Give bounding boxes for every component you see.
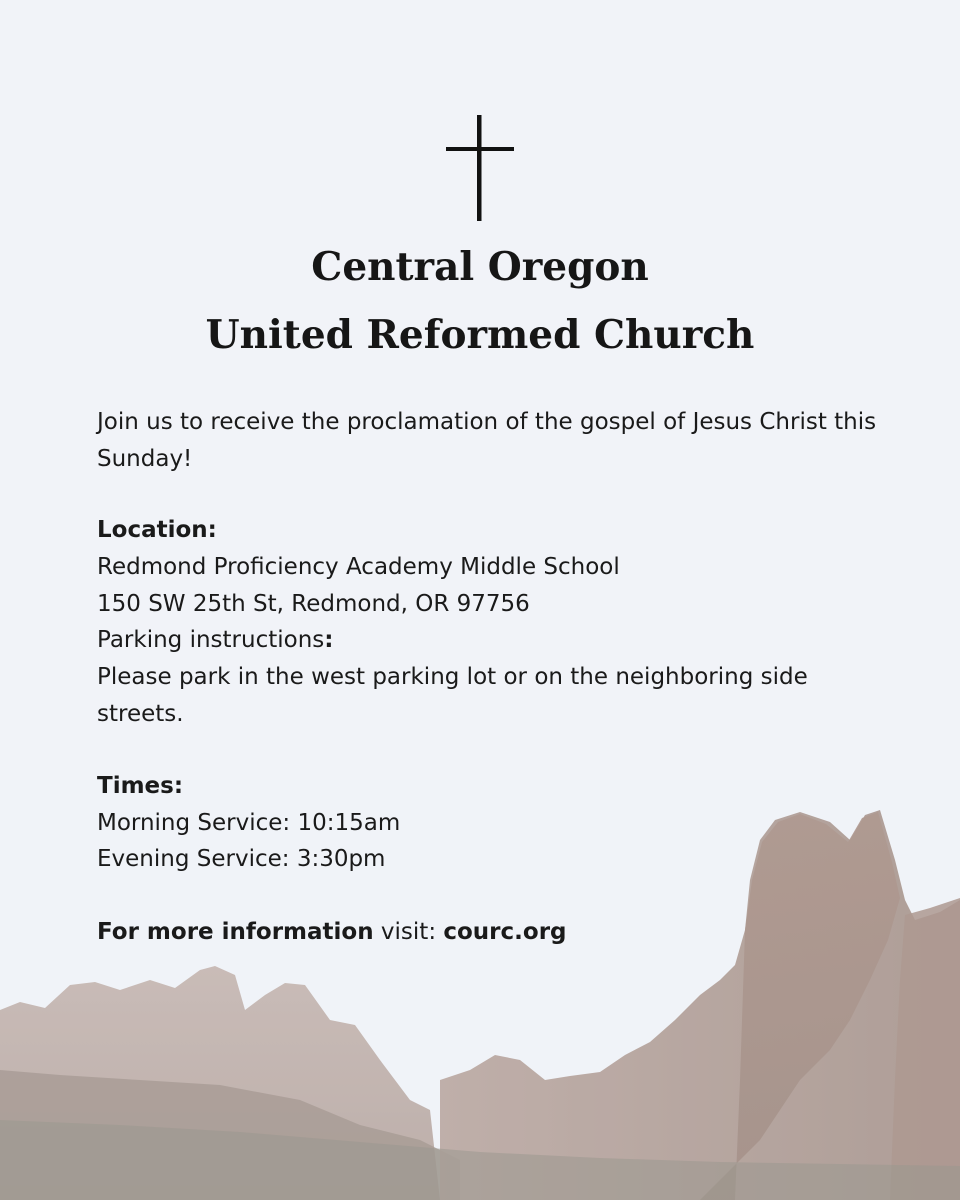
morning-service-time: Morning Service: 10:15am [97, 810, 401, 836]
church-name-line2: United Reformed Church [205, 312, 755, 358]
intro-text: Join us to receive the proclamation of the gospel of Jesus Christ this Sunday! [97, 409, 877, 472]
parking-instructions-line2: streets. [97, 701, 184, 727]
more-info-label: For more information [97, 919, 374, 945]
times-heading: Times: [97, 773, 184, 799]
parking-label-text: Parking instructions [97, 627, 325, 653]
venue-address: 150 SW 25th St, Redmond, OR 97756 [97, 591, 530, 617]
more-info-line [97, 914, 567, 950]
evening-service-time: Evening Service: 3:30pm [97, 846, 386, 872]
more-info-visit: visit: [373, 919, 444, 945]
location-heading: Location: [97, 517, 217, 543]
cross-icon [446, 115, 514, 221]
website-link[interactable]: courc.org [443, 919, 567, 945]
parking-label-colon: : [324, 627, 334, 653]
venue-name: Redmond Proficiency Academy Middle School [97, 554, 620, 580]
parking-instructions-line1: Please park in the west parking lot or on the neighboring side [97, 664, 808, 690]
church-name-line1: Central Oregon [311, 244, 649, 290]
parking-label [97, 622, 333, 658]
